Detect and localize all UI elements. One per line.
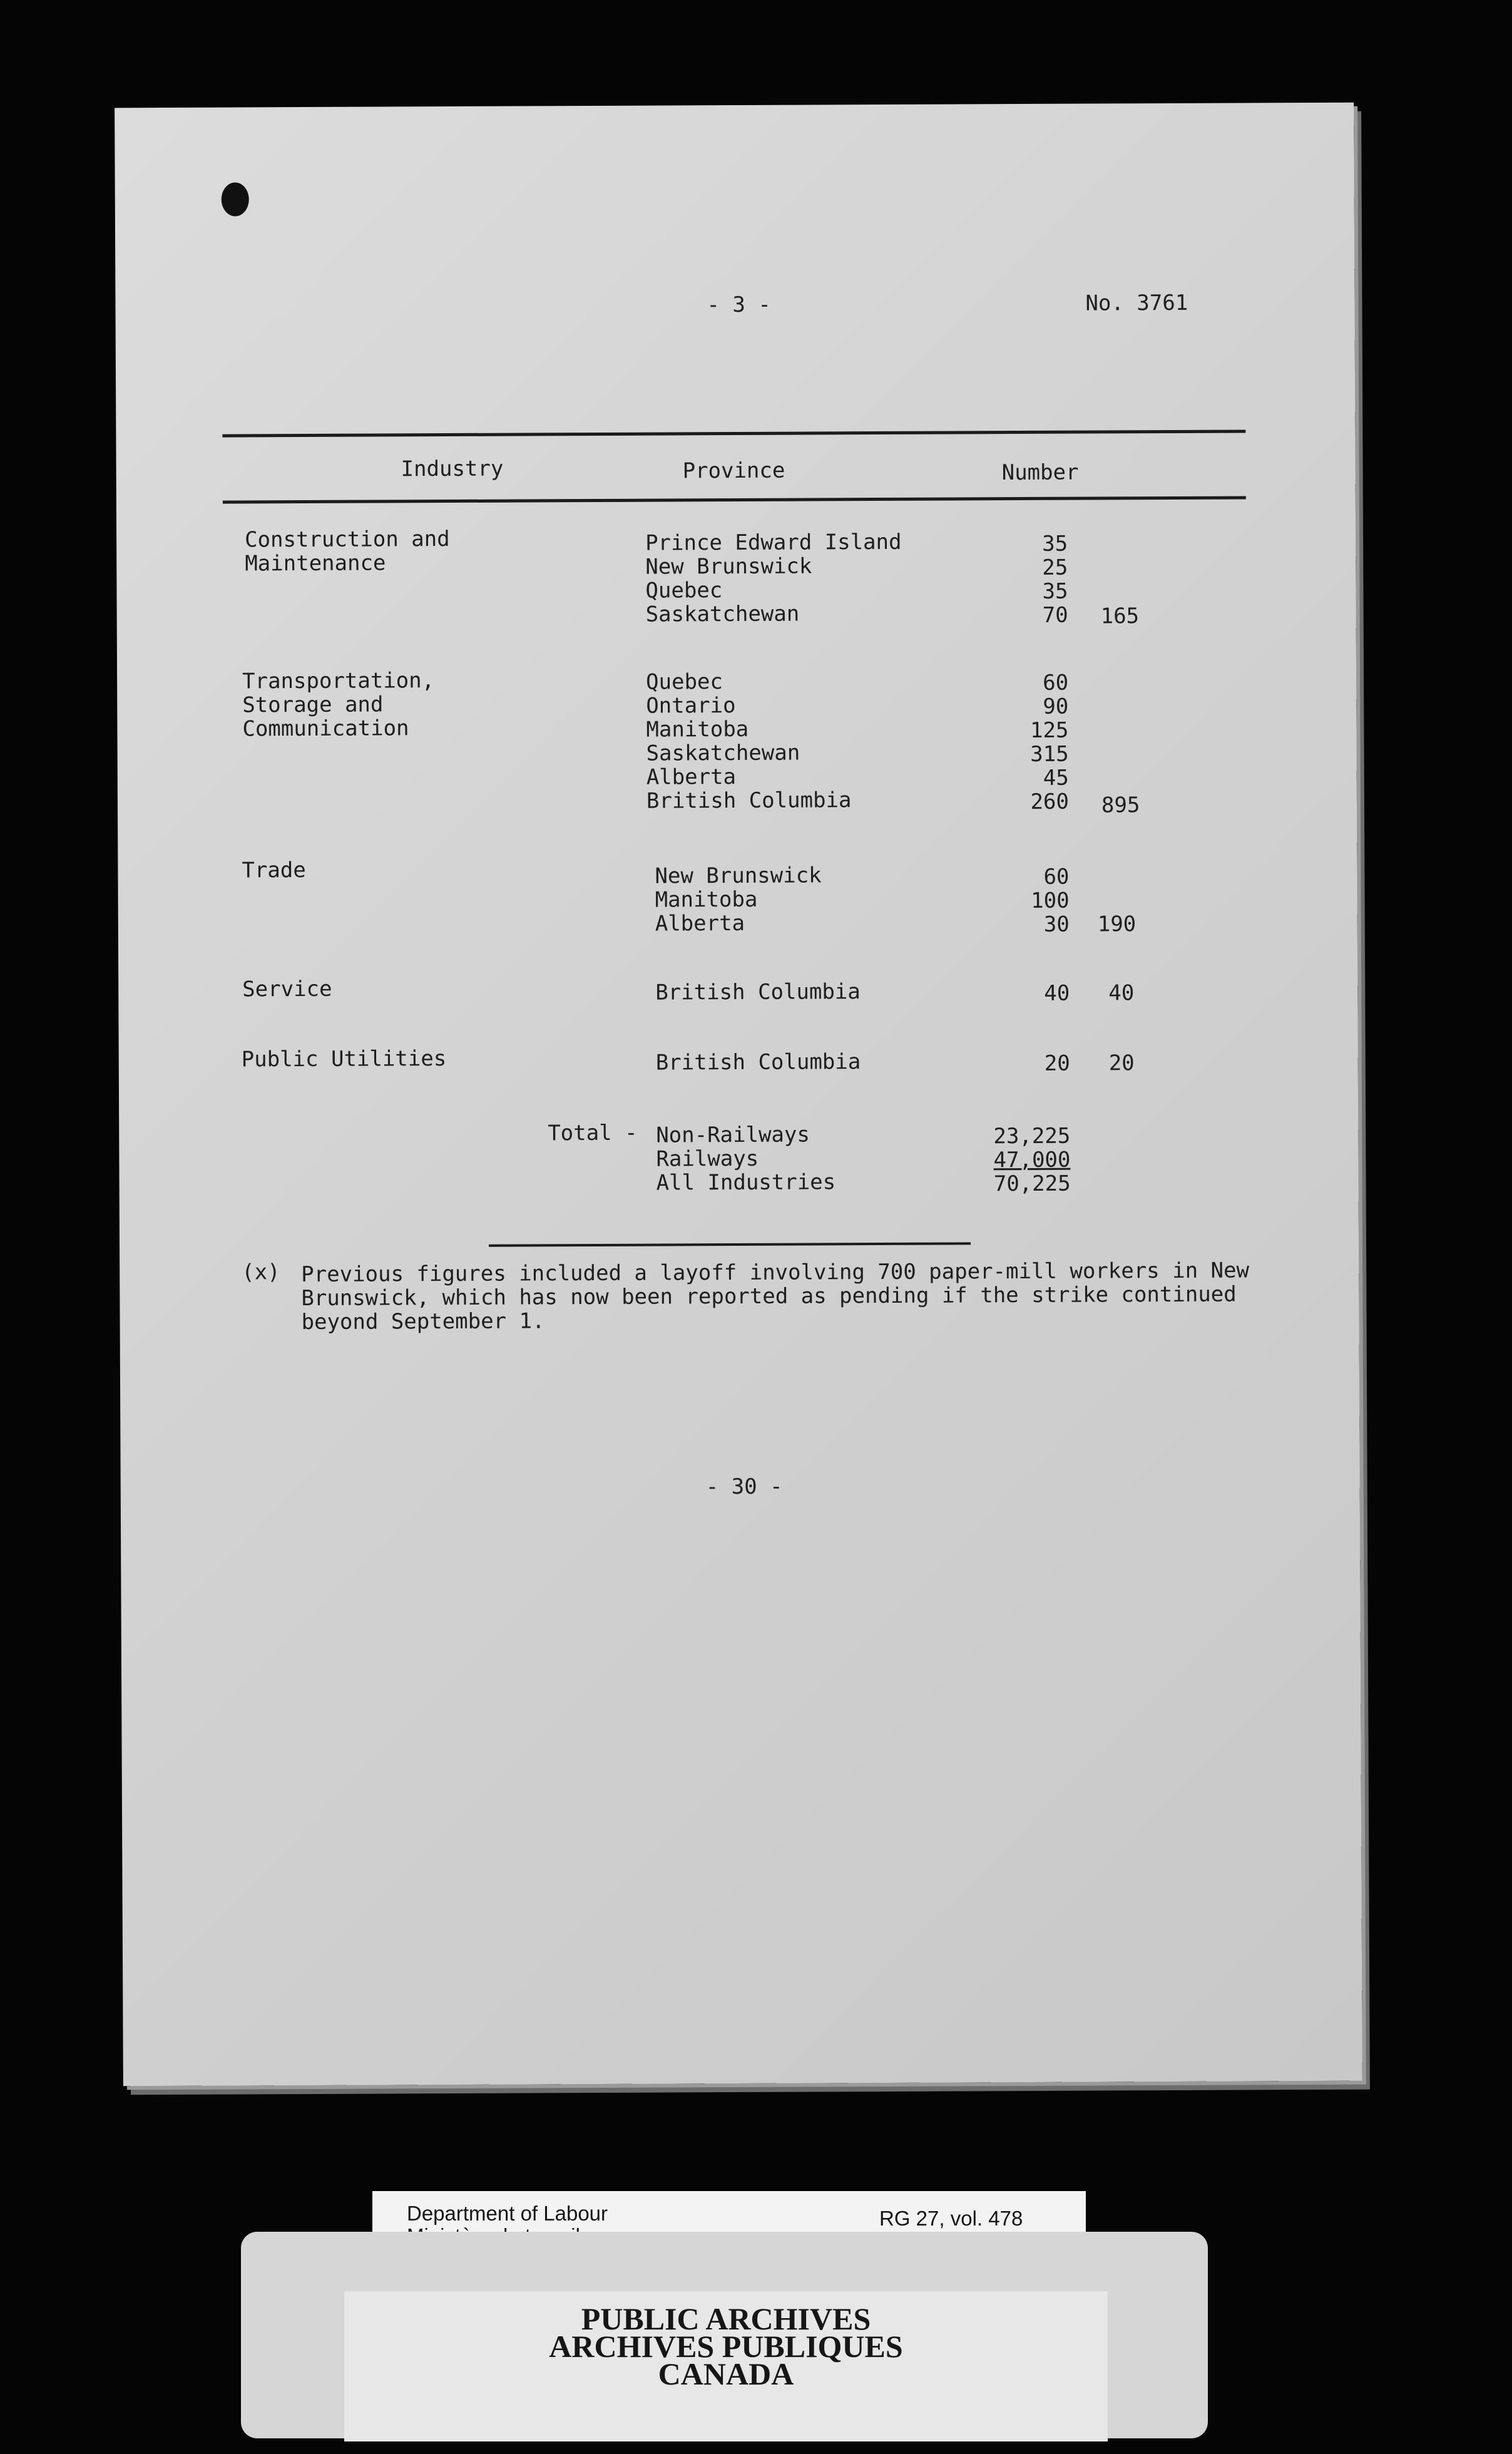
group-subtotal: 190: [1097, 911, 1137, 937]
page-number: - 30 -: [705, 1474, 783, 1500]
footnote-separator: [489, 1242, 971, 1246]
table-header-rule: [223, 496, 1246, 503]
industry-label: Service: [242, 976, 332, 1002]
column-header-province: Province: [682, 458, 785, 484]
number-list: 40: [1044, 980, 1070, 1006]
industry-label: Public Utilities: [241, 1046, 447, 1072]
province-list: Prince Edward Island New Brunswick Quebec Saskatchewan: [645, 529, 902, 627]
province-list: British Columbia: [655, 1049, 861, 1076]
province-list: Quebec Ontario Manitoba Saskatchewan Alberta British Columbia: [646, 669, 852, 814]
footnote-text: Previous figures included a layoff involving 700 paper-mill workers in New Brunswick, which has now been reported as pending if the strike continued beyond September 1.: [301, 1258, 1250, 1335]
number-list: 20: [1044, 1050, 1070, 1076]
province-list: New Brunswick Manitoba Alberta: [655, 863, 822, 937]
group-subtotal: 20: [1108, 1050, 1135, 1076]
punch-hole: [222, 182, 249, 216]
industry-label: Construction and Maintenance: [245, 526, 450, 577]
document-number: No. 3761: [1085, 290, 1188, 316]
public-archives-stamp: PUBLIC ARCHIVES ARCHIVES PUBLIQUES CANADA: [549, 2301, 903, 2391]
industry-label: Transportation, Storage and Communication: [242, 668, 435, 742]
total-category-list: Non-Railways Railways All Industries: [656, 1122, 836, 1196]
group-subtotal: 165: [1100, 603, 1140, 629]
group-subtotal: 895: [1101, 793, 1140, 818]
group-subtotal: 40: [1108, 980, 1135, 1006]
number-list: 60 90 125 315 45 260: [1029, 670, 1070, 814]
record-group-reference: RG 27, vol. 478: [879, 2207, 1023, 2230]
table-top-rule: [222, 429, 1245, 437]
document-page: [115, 103, 1362, 2087]
total-number-list: 23,225 47,000 70,225: [993, 1123, 1071, 1197]
total-label: Total -: [548, 1120, 638, 1146]
province-list: British Columbia: [655, 979, 861, 1005]
page-marker: - 3 -: [707, 292, 771, 318]
column-header-number: Number: [1001, 459, 1079, 486]
footnote-marker: (x): [242, 1260, 280, 1285]
number-list: 60 100 30: [1031, 864, 1070, 937]
department-name: Department of Labour: [407, 2202, 608, 2225]
industry-label: Trade: [242, 858, 306, 883]
column-header-industry: Industry: [401, 456, 504, 482]
number-list: 35 25 35 70: [1042, 531, 1068, 628]
